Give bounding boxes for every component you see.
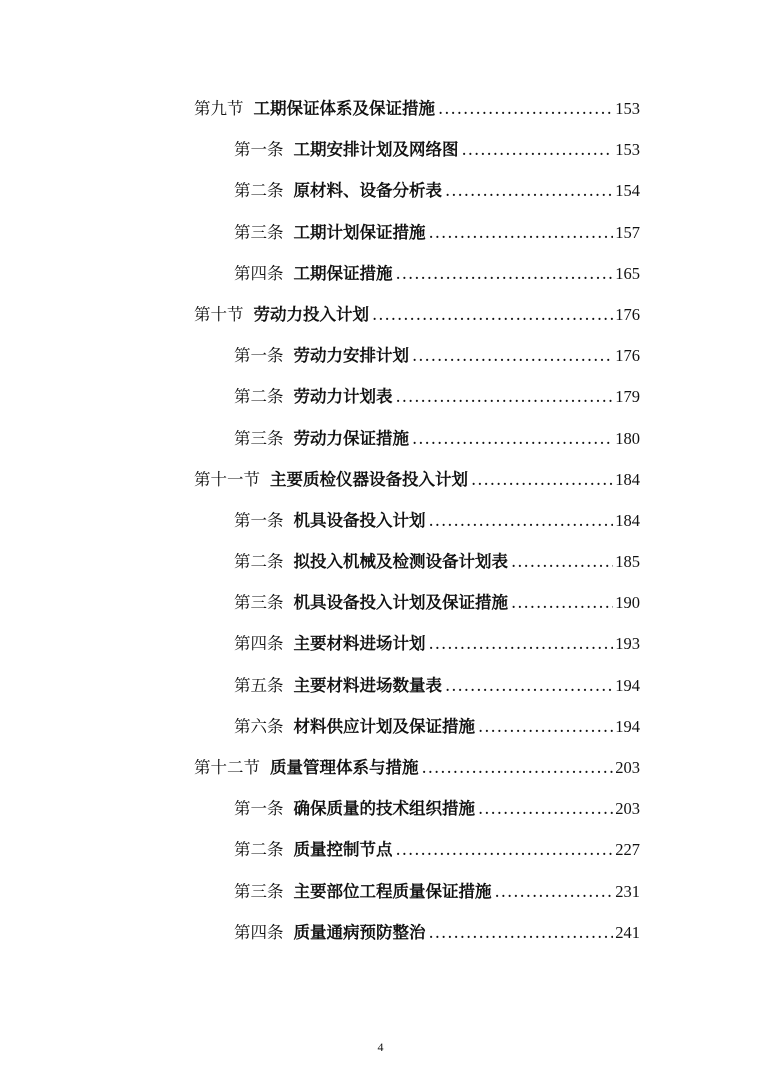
toc-dot-leader	[445, 665, 613, 706]
toc-article-entry[interactable]	[0, 170, 761, 211]
toc-entry-page: 179	[615, 387, 640, 407]
toc-entry-title: 工期保证体系及保证措施	[253, 99, 435, 118]
toc-entry-number: 第九节	[194, 99, 244, 118]
toc-entry-page: 185	[615, 552, 640, 572]
toc-entry-title: 劳动力安排计划	[293, 346, 409, 366]
toc-entry-page: 231	[615, 881, 640, 901]
toc-section-entry[interactable]	[0, 747, 761, 788]
toc-entry-title: 质量控制节点	[293, 840, 393, 860]
toc-entry-page: 180	[615, 428, 640, 448]
toc-dot-leader	[438, 88, 613, 129]
toc-entry-title: 质量管理体系与措施	[270, 758, 419, 777]
toc-article-entry[interactable]	[0, 500, 761, 541]
toc-entry-number: 第一条	[234, 510, 284, 530]
toc-entry-page: 241	[615, 922, 640, 942]
table-of-contents	[0, 88, 761, 953]
toc-dot-leader	[429, 912, 614, 953]
toc-entry-title: 劳动力计划表	[293, 387, 393, 407]
toc-entry-number: 第五条	[234, 675, 284, 695]
toc-article-entry[interactable]	[0, 623, 761, 664]
toc-entry-page: 153	[615, 140, 640, 160]
toc-entry-page: 165	[615, 263, 640, 283]
toc-entry-title: 工期保证措施	[293, 263, 393, 283]
toc-dot-leader	[396, 829, 614, 870]
toc-article-entry[interactable]	[0, 582, 761, 623]
toc-entry-number: 第三条	[234, 428, 284, 448]
toc-dot-leader	[422, 747, 614, 788]
toc-article-entry[interactable]	[0, 871, 761, 912]
toc-section-entry[interactable]	[0, 459, 761, 500]
toc-entry-page: 176	[615, 304, 640, 324]
toc-dot-leader	[495, 871, 614, 912]
toc-dot-leader	[412, 335, 613, 376]
toc-entry-number: 第四条	[234, 922, 284, 942]
toc-dot-leader	[396, 253, 614, 294]
toc-dot-leader	[412, 418, 613, 459]
toc-entry-page: 184	[615, 510, 640, 530]
toc-entry-title: 质量通病预防整治	[293, 922, 426, 942]
toc-article-entry[interactable]	[0, 706, 761, 747]
toc-dot-leader	[396, 376, 614, 417]
toc-section-entry[interactable]	[0, 88, 761, 129]
toc-entry-page: 203	[615, 758, 640, 777]
toc-entry-title: 机具设备投入计划及保证措施	[293, 593, 508, 613]
toc-dot-leader	[445, 170, 613, 211]
toc-entry-title: 工期安排计划及网络图	[293, 140, 459, 160]
toc-dot-leader	[429, 500, 614, 541]
toc-entry-title: 劳动力保证措施	[293, 428, 409, 448]
toc-dot-leader	[511, 582, 613, 623]
toc-entry-page: 227	[615, 840, 640, 860]
toc-entry-title: 主要部位工程质量保证措施	[293, 881, 492, 901]
toc-entry-number: 第十二节	[194, 758, 260, 777]
toc-entry-title: 主要材料进场数量表	[293, 675, 442, 695]
toc-entry-number: 第一条	[234, 140, 284, 160]
toc-article-entry[interactable]	[0, 376, 761, 417]
toc-article-entry[interactable]	[0, 665, 761, 706]
toc-entry-number: 第三条	[234, 881, 284, 901]
toc-entry-title: 工期计划保证措施	[293, 222, 426, 242]
toc-dot-leader	[429, 212, 614, 253]
toc-entry-page: 203	[615, 799, 640, 819]
toc-entry-page: 184	[615, 469, 640, 489]
toc-entry-page: 154	[615, 181, 640, 201]
toc-entry-title: 主要质检仪器设备投入计划	[270, 469, 468, 489]
page-number: 4	[377, 1040, 384, 1054]
toc-article-entry[interactable]	[0, 212, 761, 253]
toc-entry-title: 机具设备投入计划	[293, 510, 426, 530]
toc-entry-number: 第一条	[234, 346, 284, 366]
toc-entry-title: 主要材料进场计划	[293, 634, 426, 654]
toc-article-entry[interactable]	[0, 829, 761, 870]
toc-dot-leader	[478, 788, 613, 829]
toc-entry-number: 第三条	[234, 222, 284, 242]
toc-entry-page: 157	[615, 222, 640, 242]
toc-dot-leader	[462, 129, 614, 170]
toc-article-entry[interactable]	[0, 912, 761, 953]
toc-entry-page: 153	[615, 99, 640, 118]
toc-article-entry[interactable]	[0, 541, 761, 582]
toc-entry-number: 第六条	[234, 716, 284, 736]
toc-entry-title: 劳动力投入计划	[253, 304, 369, 324]
toc-entry-page: 176	[615, 346, 640, 366]
toc-entry-number: 第三条	[234, 593, 284, 613]
toc-entry-title: 原材料、设备分析表	[293, 181, 442, 201]
toc-entry-number: 第四条	[234, 263, 284, 283]
toc-entry-title: 拟投入机械及检测设备计划表	[293, 552, 508, 572]
toc-entry-page: 193	[615, 634, 640, 654]
toc-entry-title: 确保质量的技术组织措施	[293, 799, 475, 819]
toc-dot-leader	[471, 459, 613, 500]
toc-article-entry[interactable]	[0, 335, 761, 376]
toc-article-entry[interactable]	[0, 129, 761, 170]
toc-entry-number: 第四条	[234, 634, 284, 654]
toc-entry-number: 第一条	[234, 799, 284, 819]
toc-dot-leader	[372, 294, 613, 335]
toc-section-entry[interactable]	[0, 294, 761, 335]
toc-entry-title: 材料供应计划及保证措施	[293, 716, 475, 736]
toc-entry-number: 第十节	[194, 304, 244, 324]
toc-entry-number: 第二条	[234, 181, 284, 201]
toc-entry-number: 第二条	[234, 552, 284, 572]
toc-entry-page: 194	[615, 675, 640, 695]
toc-dot-leader	[478, 706, 613, 747]
toc-entry-page: 194	[615, 716, 640, 736]
toc-article-entry[interactable]	[0, 418, 761, 459]
toc-entry-number: 第十一节	[194, 469, 260, 489]
toc-dot-leader	[429, 623, 614, 664]
toc-entry-page: 190	[615, 593, 640, 613]
toc-entry-number: 第二条	[234, 840, 284, 860]
toc-article-entry[interactable]	[0, 253, 761, 294]
toc-entry-number: 第二条	[234, 387, 284, 407]
toc-article-entry[interactable]	[0, 788, 761, 829]
toc-dot-leader	[511, 541, 613, 582]
